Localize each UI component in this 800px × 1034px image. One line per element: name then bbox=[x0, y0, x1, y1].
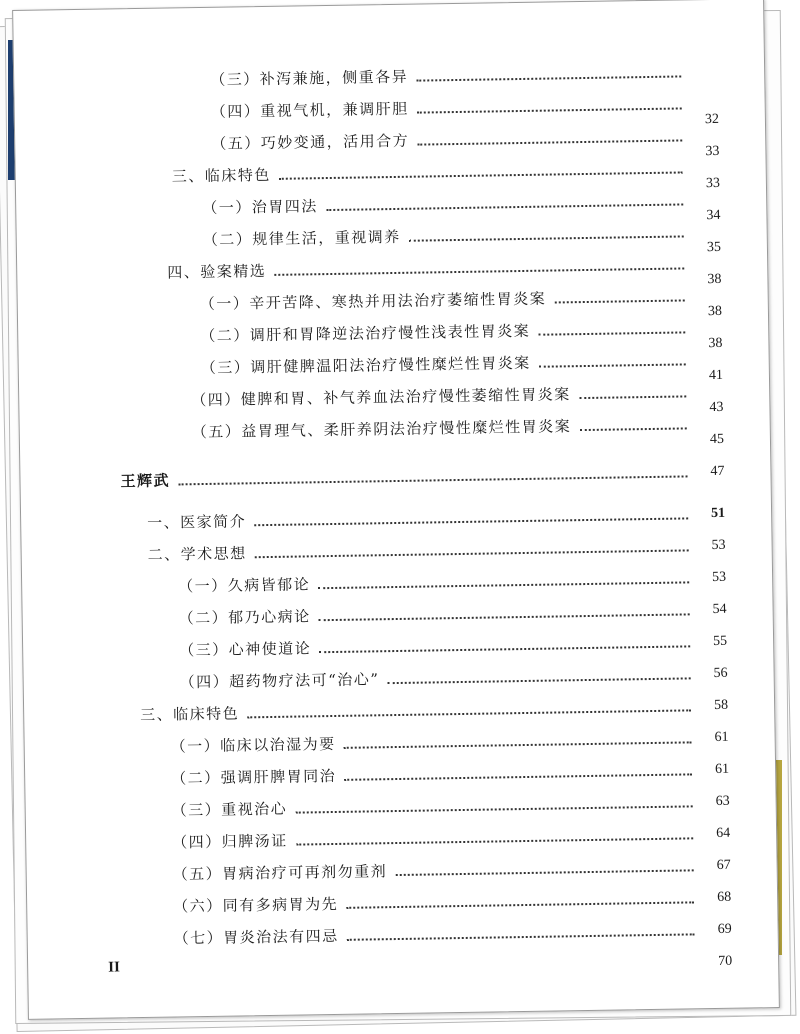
toc-entry-label: （三）调肝健脾温阳法治疗慢性糜烂性胃炎案 bbox=[200, 353, 531, 378]
toc-entry-label: （二）调肝和胃降逆法治疗慢性浅表性胃炎案 bbox=[200, 321, 531, 346]
toc-entry-label: （一）久病皆郁论 bbox=[178, 575, 311, 596]
toc-entry bbox=[200, 284, 691, 314]
toc-entry bbox=[192, 412, 693, 442]
dot-leader bbox=[319, 645, 690, 653]
toc-entry-label: （七）胃炎治法有四忌 bbox=[173, 926, 339, 948]
toc-entry bbox=[171, 726, 698, 756]
page-number: 63 bbox=[715, 793, 730, 810]
toc-entry-label: （一）辛开苦降、寒热并用法治疗萎缩性胃炎案 bbox=[199, 289, 547, 314]
toc-entry-label: 三、临床特色 bbox=[140, 704, 240, 725]
page-number: 61 bbox=[715, 761, 730, 778]
dot-leader bbox=[247, 709, 691, 718]
dot-leader bbox=[554, 299, 684, 303]
toc-entry bbox=[173, 854, 700, 884]
page-number: 64 bbox=[716, 825, 731, 842]
page-number: 38 bbox=[708, 335, 723, 352]
page-number: 61 bbox=[714, 729, 729, 746]
toc-entry-label: （二）规律生活，重视调养 bbox=[202, 227, 401, 250]
author-name: 王辉武 bbox=[120, 471, 171, 491]
toc-entry-label: （四）超药物疗法可“治心” bbox=[179, 670, 380, 692]
page-number: 47 bbox=[710, 463, 725, 480]
toc-entry-label: （一）治胃四法 bbox=[202, 197, 318, 218]
toc-entry-label: （五）益胃理气、柔肝养阴法治疗慢性糜烂性胃炎案 bbox=[191, 417, 572, 442]
toc-entry-label: （四）归脾汤证 bbox=[172, 831, 288, 852]
dot-leader bbox=[344, 773, 692, 780]
toc-entry bbox=[179, 598, 696, 628]
page-number: 33 bbox=[705, 143, 720, 160]
toc-entry bbox=[202, 188, 689, 218]
dot-leader bbox=[319, 613, 690, 621]
dot-leader bbox=[347, 933, 695, 940]
page-number: 41 bbox=[708, 367, 724, 384]
dot-leader bbox=[255, 549, 689, 558]
toc-entry-label: （五）胃病治疗可再剂勿重剂 bbox=[172, 862, 388, 884]
page-number: 53 bbox=[711, 569, 727, 586]
page-number: 45 bbox=[709, 431, 725, 448]
toc-entry bbox=[148, 534, 695, 565]
dot-leader bbox=[579, 395, 687, 399]
toc-page bbox=[12, 0, 780, 1020]
toc-entry-label: （三）补泻兼施，侧重各异 bbox=[210, 67, 409, 89]
dot-leader bbox=[416, 75, 681, 81]
dot-leader bbox=[344, 741, 692, 748]
dot-leader bbox=[318, 581, 689, 589]
toc-entry bbox=[203, 220, 690, 250]
toc-entry bbox=[167, 252, 690, 282]
toc-entry bbox=[172, 156, 689, 186]
dot-leader bbox=[295, 805, 692, 813]
dot-leader bbox=[395, 869, 693, 876]
footer-page-label: II bbox=[108, 959, 120, 976]
dot-leader bbox=[417, 107, 682, 113]
dot-leader bbox=[388, 677, 691, 684]
dot-leader bbox=[254, 517, 688, 526]
dot-leader bbox=[178, 475, 687, 485]
page-number: 54 bbox=[712, 601, 727, 618]
toc-entry-label: （二）郁乃心病论 bbox=[178, 607, 311, 628]
page-number: 55 bbox=[713, 633, 728, 650]
toc-entry-label: 三、临床特色 bbox=[171, 165, 271, 186]
toc-entry bbox=[178, 566, 695, 596]
toc-entry bbox=[211, 124, 688, 153]
page-number: 51 bbox=[710, 505, 726, 522]
toc-entry bbox=[179, 630, 696, 660]
toc-entry-label: （三）心神使道论 bbox=[179, 639, 312, 660]
page-number: 38 bbox=[707, 303, 723, 320]
toc-entry bbox=[171, 758, 698, 788]
page-number: 58 bbox=[714, 697, 729, 714]
toc-entry-label: （三）重视治心 bbox=[171, 799, 288, 820]
toc-entry bbox=[210, 60, 687, 89]
toc-entry-label: 一、医家简介 bbox=[147, 512, 247, 532]
toc-entry bbox=[180, 662, 697, 692]
dot-leader bbox=[274, 267, 684, 275]
toc-entry-label: 二、学术思想 bbox=[147, 544, 247, 564]
toc-entry bbox=[140, 694, 697, 725]
toc-entry-label: （五）巧妙变通，活用合方 bbox=[211, 131, 410, 153]
toc-entry bbox=[147, 502, 694, 533]
toc-entry-label: 四、验案精选 bbox=[167, 262, 267, 282]
toc-entry-label: （二）强调肝脾胃同治 bbox=[171, 766, 337, 788]
toc-entry bbox=[172, 790, 699, 820]
dot-leader bbox=[579, 427, 687, 431]
page-number: 56 bbox=[713, 665, 728, 682]
dot-leader bbox=[326, 203, 683, 211]
toc-entry-label: （四）重视气机，兼调肝胆 bbox=[210, 99, 409, 121]
dot-leader bbox=[279, 171, 683, 179]
toc-entry bbox=[200, 316, 691, 346]
toc-entry bbox=[191, 380, 692, 410]
toc-entry-label: （六）同有多病胃为先 bbox=[173, 894, 339, 916]
toc-entry bbox=[173, 886, 700, 916]
toc-entry bbox=[211, 92, 688, 121]
page-number: 33 bbox=[705, 175, 721, 192]
page-number: 32 bbox=[704, 111, 720, 128]
page-number: 43 bbox=[709, 399, 724, 416]
page-number: 35 bbox=[706, 239, 722, 256]
dot-leader bbox=[539, 363, 686, 367]
page-number: 34 bbox=[706, 207, 721, 224]
toc-entry bbox=[201, 348, 692, 378]
toc-entry-label: （一）临床以治湿为要 bbox=[170, 734, 336, 756]
dot-leader bbox=[346, 901, 694, 908]
toc-section-heading bbox=[120, 460, 693, 491]
page-number: 70 bbox=[718, 953, 733, 969]
dot-leader bbox=[538, 331, 685, 335]
dot-leader bbox=[409, 235, 684, 241]
dot-leader bbox=[417, 139, 682, 145]
toc-entry-label: （四）健脾和胃、补气养血法治疗慢性萎缩性胃炎案 bbox=[191, 385, 571, 410]
dot-leader bbox=[296, 837, 693, 845]
page-number: 67 bbox=[716, 857, 731, 874]
page-number: 69 bbox=[717, 921, 732, 937]
toc-entry bbox=[174, 918, 701, 948]
page-number: 53 bbox=[711, 537, 726, 554]
page-number: 68 bbox=[717, 889, 732, 906]
toc-entry bbox=[172, 822, 699, 852]
page-number: 38 bbox=[707, 271, 722, 288]
